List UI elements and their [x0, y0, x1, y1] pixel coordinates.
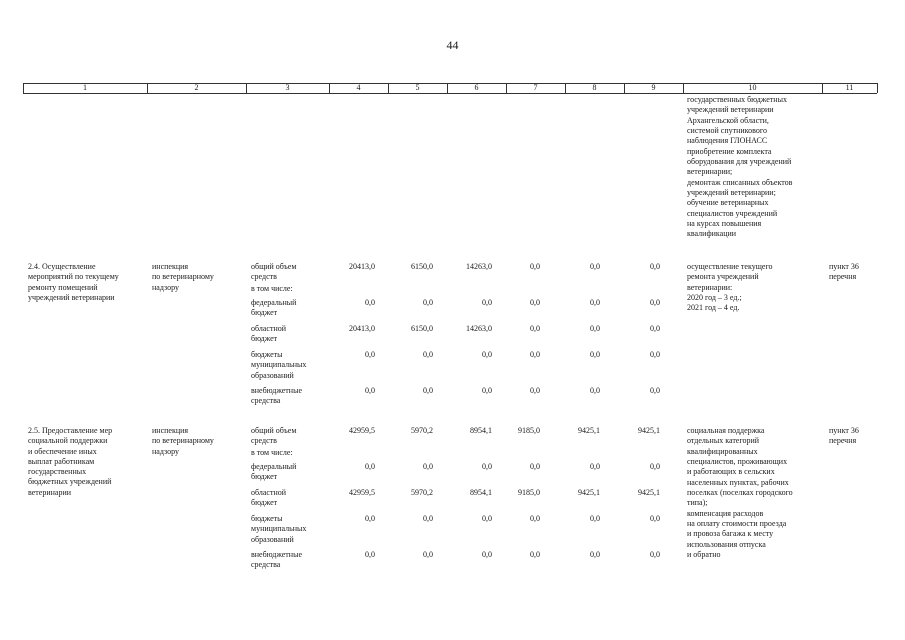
- entry-2-5-expected-result-line: социальная поддержка: [687, 426, 765, 435]
- page-number: 44: [446, 38, 459, 52]
- continued-measures-text: [687, 95, 792, 240]
- entry-2-5-source-extrabudgetary-line: средства: [251, 560, 281, 570]
- entry-2-4-source-total: [251, 262, 296, 283]
- entry-2-4-reference-line: перечня: [829, 272, 857, 282]
- entry-2-4-regional-value: 14263,0: [466, 324, 492, 333]
- entry-2-5-source-federal-line: бюджет: [251, 472, 278, 482]
- entry-2-4-expected-result-line: ветеринарии:: [687, 282, 733, 292]
- entry-2-5-source-municipal-line: муниципальных: [251, 524, 307, 534]
- continued-measures-text-line: государственных бюджетных: [687, 95, 787, 104]
- entry-2-5-municipal-value: 0,0: [423, 514, 433, 523]
- entry-2-4-total-value: 0,0: [590, 262, 600, 271]
- entry-2-4-source-municipal-line: бюджеты: [251, 350, 283, 359]
- entry-2-5-reference-line: перечня: [829, 436, 857, 446]
- entry-2-4-federal-value: 0,0: [365, 298, 375, 307]
- entry-2-4-expected-result-line: осуществление текущего: [687, 262, 773, 271]
- entry-2-4-source-including: в том числе:: [251, 284, 293, 293]
- entry-2-4-regional-value: 20413,0: [349, 324, 375, 333]
- entry-2-4-total-value: 6150,0: [411, 262, 433, 271]
- entry-2-5-source-total-line: общий объем: [251, 426, 297, 435]
- entry-2-5-municipal-value: 0,0: [530, 514, 540, 523]
- entry-2-4-extrabudgetary-value: 0,0: [530, 386, 540, 395]
- entry-2-4-extrabudgetary-value: 0,0: [365, 386, 375, 395]
- continued-measures-text-line: обучение ветеринарных: [687, 198, 769, 208]
- entry-2-4-source-total-line: средств: [251, 272, 277, 282]
- entry-2-5-expected-result-line: и работающих в сельских: [687, 467, 775, 477]
- continued-measures-text-line: наблюдения ГЛОНАСС: [687, 136, 768, 146]
- entry-2-4-source-regional: [251, 324, 286, 345]
- entry-2-5-source-municipal-line: образований: [251, 534, 294, 544]
- entry-2-5-total-value: 42959,5: [349, 426, 375, 435]
- entry-2-4-extrabudgetary-value: 0,0: [482, 386, 492, 395]
- entry-2-5-expected-result-line: специалистов, проживающих: [687, 457, 788, 467]
- entry-2-4-source-extrabudgetary-line: средства: [251, 396, 281, 406]
- entry-2-4-expected-result: [687, 262, 773, 314]
- entry-2-5-federal-value: 0,0: [530, 462, 540, 471]
- entry-2-5-source-federal: [251, 462, 296, 483]
- entry-2-5-source-including: в том числе:: [251, 448, 293, 457]
- entry-2-5-title-line: выплат работникам: [28, 456, 95, 466]
- column-header-8: 8: [592, 83, 597, 92]
- continued-measures-text-line: ветеринарии;: [687, 167, 733, 177]
- entry-2-4-source-total-line: общий объем: [251, 262, 297, 271]
- entry-2-5-federal-value: 0,0: [482, 462, 492, 471]
- entry-2-5-executor-line: надзору: [152, 446, 180, 456]
- entry-2-5-municipal-value: 0,0: [482, 514, 492, 523]
- entry-2-5-total-value: 9185,0: [518, 426, 540, 435]
- continued-measures-text-line: на курсах повышения: [687, 219, 762, 229]
- entry-2-5-regional-value: 5970,2: [411, 488, 433, 497]
- entry-2-4-source-federal-line: бюджет: [251, 308, 278, 318]
- entry-2-4-municipal-value: 0,0: [482, 350, 492, 359]
- entry-2-5-reference: [829, 426, 859, 447]
- column-header-11: 11: [845, 83, 854, 92]
- entry-2-5-source-total: [251, 426, 296, 447]
- entry-2-5-extrabudgetary-value: 0,0: [530, 550, 540, 559]
- entry-2-4-source-municipal: [251, 350, 306, 381]
- entry-2-4-reference: [829, 262, 859, 283]
- entry-2-5-executor-line: инспекция: [152, 426, 189, 435]
- entry-2-5-regional-value: 8954,1: [470, 488, 492, 497]
- entry-2-5-municipal-value: 0,0: [365, 514, 375, 523]
- entry-2-4-total-value: 20413,0: [349, 262, 375, 271]
- column-header-9: 9: [651, 83, 656, 92]
- entry-2-5-total-value: 9425,1: [638, 426, 660, 435]
- continued-measures-text-line: оборудования для учреждений: [687, 157, 792, 167]
- entry-2-5-expected-result-line: квалифицированных: [687, 446, 758, 456]
- entry-2-4-federal-value: 0,0: [590, 298, 600, 307]
- entry-2-5-source-federal-line: федеральный: [251, 462, 297, 471]
- continued-measures-text-line: Архангельской области,: [687, 115, 769, 125]
- entry-2-5-source-municipal: [251, 514, 306, 545]
- entry-2-4-expected-result-line: 2021 год – 4 ед.: [687, 303, 740, 313]
- entry-2-4-regional-value: 0,0: [530, 324, 540, 333]
- continued-measures-text-line: специалистов учреждений: [687, 208, 778, 218]
- continued-measures-text-line: приобретение комплекта: [687, 146, 772, 156]
- entry-2-5-title-line: и обеспечение иных: [28, 446, 97, 456]
- entry-2-4-source-municipal-line: муниципальных: [251, 360, 307, 370]
- entry-2-4-source-regional-line: областной: [251, 324, 287, 333]
- entry-2-5-source-regional: [251, 488, 286, 509]
- entry-2-5-expected-result-line: типа);: [687, 498, 708, 508]
- entry-2-4-total-value: 0,0: [530, 262, 540, 271]
- column-header-6: 6: [474, 83, 479, 92]
- entry-2-4-federal-value: 0,0: [482, 298, 492, 307]
- entry-2-5-source-extrabudgetary: [251, 550, 302, 571]
- entry-2-4-executor-line: надзору: [152, 282, 180, 292]
- entry-2-5-expected-result: [687, 426, 793, 560]
- entry-2-4-executor-line: по ветеринарному: [152, 272, 214, 282]
- entry-2-4-municipal-value: 0,0: [650, 350, 660, 359]
- entry-2-4-title-line: мероприятий по текущему: [28, 272, 119, 282]
- entry-2-5-title-line: бюджетных учреждений: [28, 477, 112, 487]
- entry-2-5-expected-result-line: использования отпуска: [687, 539, 766, 549]
- entry-2-5-expected-result-line: поселках (поселках городского: [687, 488, 793, 498]
- continued-measures-text-line: учреждений ветеринарии: [687, 105, 774, 115]
- entry-2-5-executor-line: по ветеринарному: [152, 436, 214, 446]
- entry-2-5-regional-value: 9185,0: [518, 488, 540, 497]
- continued-measures-text-line: системой спутникового: [687, 126, 767, 136]
- entry-2-5-source-extrabudgetary-line: внебюджетные: [251, 550, 302, 559]
- entry-2-4-executor: [152, 262, 214, 293]
- entry-2-5-federal-value: 0,0: [423, 462, 433, 471]
- entry-2-4-title: [28, 262, 119, 303]
- entry-2-4-regional-value: 0,0: [590, 324, 600, 333]
- entry-2-5-federal-value: 0,0: [590, 462, 600, 471]
- entry-2-5-total-value: 5970,2: [411, 426, 433, 435]
- column-header-1: 1: [83, 83, 87, 92]
- continued-measures-text-line: квалификации: [687, 229, 737, 239]
- entry-2-5-source-regional-line: областной: [251, 488, 287, 497]
- entry-2-4-extrabudgetary-value: 0,0: [423, 386, 433, 395]
- entry-2-5-title-line: государственных: [28, 467, 87, 477]
- column-header-10: 10: [748, 83, 757, 92]
- entry-2-4-federal-value: 0,0: [530, 298, 540, 307]
- entry-2-5-expected-result-line: отдельных категорий: [687, 436, 760, 446]
- entry-2-5-expected-result-line: населенных пунктах, рабочих: [687, 477, 789, 487]
- entry-2-4-extrabudgetary-value: 0,0: [650, 386, 660, 395]
- entry-2-4-regional-value: 0,0: [650, 324, 660, 333]
- entry-2-5-regional-value: 42959,5: [349, 488, 375, 497]
- entry-2-5-regional-value: 9425,1: [638, 488, 660, 497]
- continued-measures-text-line: демонтаж списанных объектов: [687, 177, 793, 187]
- entry-2-5-expected-result-line: и провоза багажа к месту: [687, 529, 774, 539]
- entry-2-4-source-municipal-line: образований: [251, 370, 294, 380]
- column-header-2: 2: [194, 83, 199, 92]
- entry-2-5-executor: [152, 426, 214, 457]
- entry-2-5-title: [28, 426, 112, 498]
- entry-2-5-federal-value: 0,0: [365, 462, 375, 471]
- entry-2-4-source-extrabudgetary: [251, 386, 302, 407]
- entry-2-5-expected-result-line: компенсация расходов: [687, 508, 764, 518]
- entry-2-4-reference-line: пункт 36: [829, 262, 859, 271]
- entry-2-5-municipal-value: 0,0: [650, 514, 660, 523]
- entry-2-4-source-extrabudgetary-line: внебюджетные: [251, 386, 302, 395]
- entry-2-5-title-line: социальной поддержки: [28, 436, 108, 446]
- entry-2-4-municipal-value: 0,0: [530, 350, 540, 359]
- entry-2-5-expected-result-line: и обратно: [687, 550, 721, 560]
- entry-2-4-title-line: учреждений ветеринарии: [28, 292, 115, 302]
- column-header-5: 5: [415, 83, 420, 92]
- entry-2-4-total-value: 0,0: [650, 262, 660, 271]
- entry-2-5-title-line: 2.5. Предоставление мер: [28, 426, 113, 435]
- column-header-4: 4: [356, 83, 361, 92]
- entry-2-4-extrabudgetary-value: 0,0: [590, 386, 600, 395]
- entry-2-4-expected-result-line: 2020 год – 3 ед.;: [687, 293, 742, 303]
- entry-2-4-municipal-value: 0,0: [423, 350, 433, 359]
- entry-2-5-reference-line: пункт 36: [829, 426, 859, 435]
- entry-2-5-extrabudgetary-value: 0,0: [650, 550, 660, 559]
- entry-2-4-total-value: 14263,0: [466, 262, 492, 271]
- entry-2-4-title-line: 2.4. Осуществление: [28, 262, 96, 271]
- entry-2-5-total-value: 8954,1: [470, 426, 492, 435]
- entry-2-5-regional-value: 9425,1: [578, 488, 600, 497]
- entry-2-4-federal-value: 0,0: [423, 298, 433, 307]
- entry-2-5-extrabudgetary-value: 0,0: [482, 550, 492, 559]
- entry-2-4-source-regional-line: бюджет: [251, 334, 278, 344]
- entry-2-5-title-line: ветеринарии: [28, 487, 72, 497]
- entry-2-4-federal-value: 0,0: [650, 298, 660, 307]
- header-column-divider: [877, 83, 878, 93]
- entry-2-4-source-federal: [251, 298, 296, 319]
- entry-2-4-municipal-value: 0,0: [365, 350, 375, 359]
- entry-2-4-source-federal-line: федеральный: [251, 298, 297, 307]
- column-header-7: 7: [533, 83, 538, 92]
- entry-2-4-municipal-value: 0,0: [590, 350, 600, 359]
- column-header-3: 3: [285, 83, 290, 92]
- entry-2-5-municipal-value: 0,0: [590, 514, 600, 523]
- header-bottom-border: [23, 93, 877, 94]
- entry-2-4-title-line: ремонту помещений: [28, 282, 98, 292]
- entry-2-5-total-value: 9425,1: [578, 426, 600, 435]
- continued-measures-text-line: учреждений ветеринарии;: [687, 188, 776, 198]
- entry-2-5-source-regional-line: бюджет: [251, 498, 278, 508]
- entry-2-5-federal-value: 0,0: [650, 462, 660, 471]
- entry-2-4-expected-result-line: ремонта учреждений: [687, 272, 759, 282]
- entry-2-5-source-total-line: средств: [251, 436, 277, 446]
- entry-2-5-extrabudgetary-value: 0,0: [590, 550, 600, 559]
- entry-2-5-extrabudgetary-value: 0,0: [423, 550, 433, 559]
- entry-2-5-expected-result-line: на оплату стоимости проезда: [687, 519, 787, 529]
- entry-2-5-source-municipal-line: бюджеты: [251, 514, 283, 523]
- entry-2-4-executor-line: инспекция: [152, 262, 189, 271]
- entry-2-5-extrabudgetary-value: 0,0: [365, 550, 375, 559]
- entry-2-4-regional-value: 6150,0: [411, 324, 433, 333]
